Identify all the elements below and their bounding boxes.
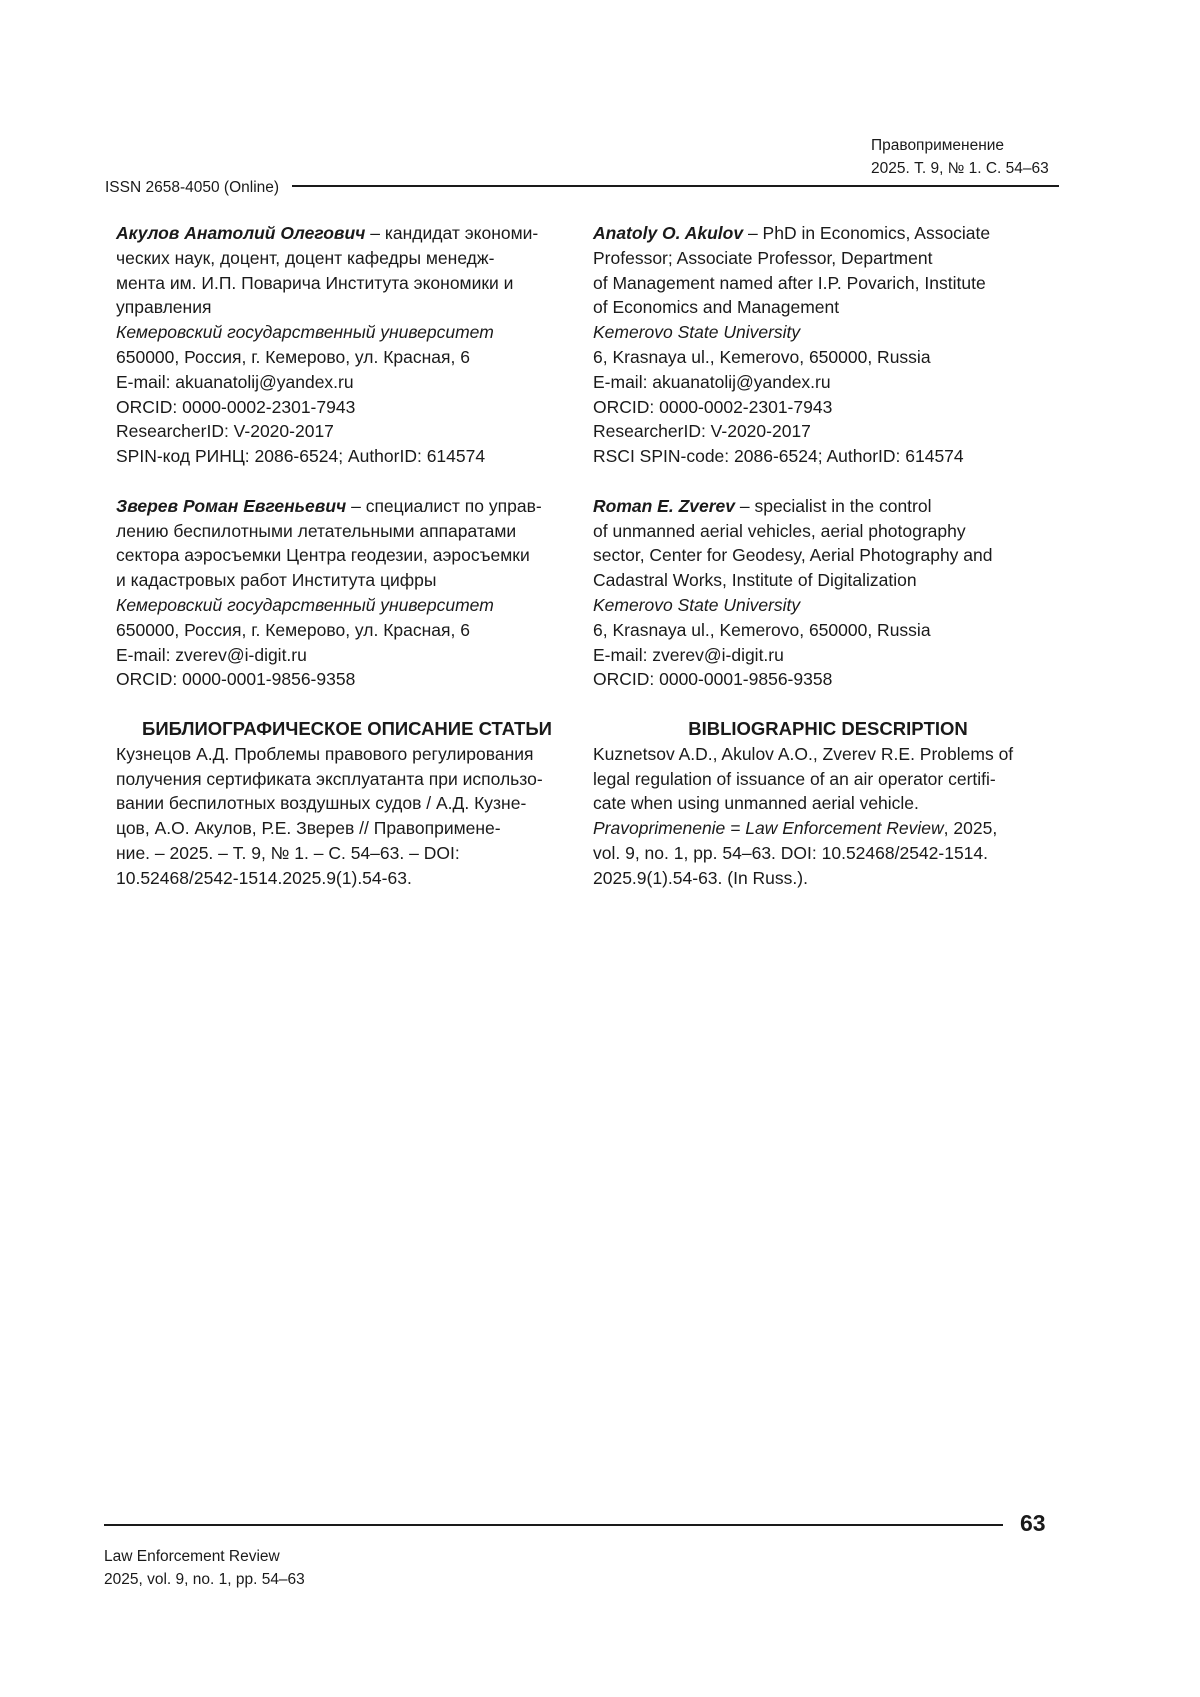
ru-author2-desc: Зверев Роман Евгеньевич – специалист по управ-	[116, 495, 542, 516]
footer-rule	[104, 1524, 1003, 1526]
en-author2-desc: Roman E. Zverev – specialist in the control	[593, 495, 932, 516]
ru-biblio-line: цов, А.О. Акулов, Р.Е. Зверев // Правопримене-	[116, 818, 501, 839]
ru-biblio-line: получения сертификата эксплуатанта при использо-	[116, 768, 543, 789]
header-rule	[292, 185, 1059, 187]
column-english	[593, 221, 1063, 891]
en-biblio-line: legal regulation of issuance of an air operator certifi-	[593, 768, 996, 789]
ru-author2-desc-line: и кадастровых работ Института цифры	[116, 570, 437, 591]
footer-journal-issue: 2025, vol. 9, no. 1, pp. 54–63	[104, 1571, 305, 1588]
ru-author1-orcid: ORCID: 0000-0002-2301-7943	[116, 396, 356, 417]
ru-biblio-line: ние. – 2025. – Т. 9, № 1. – С. 54–63. – DOI:	[116, 842, 460, 863]
en-author1-spin: RSCI SPIN-code: 2086-6524; AuthorID: 614574	[593, 446, 964, 467]
column-russian	[116, 221, 578, 891]
header-journal-issue: 2025. Т. 9, № 1. С. 54–63	[871, 160, 1049, 177]
en-biblio-line: cate when using unmanned aerial vehicle.	[593, 793, 919, 814]
ru-author1-email: E-mail: akuanatolij@yandex.ru	[116, 371, 354, 392]
en-author2-university: Kemerovo State University	[593, 594, 801, 615]
ru-author1-desc: Акулов Анатолий Олегович – кандидат экономи-	[116, 223, 539, 243]
en-author2-desc-line: of unmanned aerial vehicles, aerial photography	[593, 520, 966, 541]
en-author1-desc: Anatoly O. Akulov – PhD in Economics, Associate	[593, 223, 991, 243]
ru-author2-desc-line: лению беспилотными летательными аппаратами	[116, 520, 517, 541]
en-biblio-journal: Pravoprimenenie = Law Enforcement Review	[593, 818, 944, 839]
en-biblio-line: Kuznetsov A.D., Akulov A.O., Zverev R.E. Problems of	[593, 743, 1014, 764]
ru-biblio-line: Кузнецов А.Д. Проблемы правового регулирования	[116, 743, 534, 764]
en-author1-email: E-mail: akuanatolij@yandex.ru	[593, 371, 831, 392]
ru-author2-email: E-mail: zverev@i-digit.ru	[116, 644, 307, 665]
en-author2-email: E-mail: zverev@i-digit.ru	[593, 644, 784, 665]
ru-author1-university: Кемеровский государственный университет	[116, 322, 494, 343]
en-author1-orcid: ORCID: 0000-0002-2301-7943	[593, 396, 833, 417]
ru-author1-address: 650000, Россия, г. Кемерово, ул. Красная, 6	[116, 346, 470, 367]
ru-biblio-title: БИБЛИОГРАФИЧЕСКОЕ ОПИСАНИЕ СТАТЬИ	[142, 717, 552, 739]
en-author1-desc-line: of Management named after I.P. Povarich, Institute	[593, 272, 986, 293]
ru-author2-address: 650000, Россия, г. Кемерово, ул. Красная, 6	[116, 619, 470, 640]
header-journal-title: Правоприменение	[871, 137, 1005, 154]
en-author1-desc-line: Professor; Associate Professor, Department	[593, 247, 933, 268]
footer-journal-title: Law Enforcement Review	[104, 1548, 280, 1565]
ru-author1-researcherid: ResearcherID: V-2020-2017	[116, 421, 334, 442]
ru-author1-spin: SPIN-код РИНЦ: 2086-6524; AuthorID: 614574	[116, 446, 486, 467]
en-author2-desc-line: sector, Center for Geodesy, Aerial Photography and	[593, 545, 993, 566]
ru-biblio-line: 10.52468/2542-1514.2025.9(1).54-63.	[116, 867, 412, 888]
en-biblio-line: 2025.9(1).54-63. (In Russ.).	[593, 867, 808, 888]
ru-author2-university: Кемеровский государственный университет	[116, 594, 494, 615]
footer-journal	[104, 1545, 305, 1591]
page-number: 63	[1020, 1510, 1046, 1536]
en-author1-name: Anatoly O. Akulov	[593, 223, 744, 243]
en-author2-orcid: ORCID: 0000-0001-9856-9358	[593, 669, 833, 690]
header-journal	[871, 134, 1049, 180]
ru-author2-desc-line: сектора аэросъемки Центра геодезии, аэросъемки	[116, 545, 530, 566]
ru-author1-desc-line: управления	[116, 297, 212, 318]
en-author1-researcherid: ResearcherID: V-2020-2017	[593, 421, 811, 442]
en-author1-desc-line: of Economics and Management	[593, 297, 840, 318]
ru-author1-name: Акулов Анатолий Олегович	[116, 223, 366, 243]
ru-biblio-line: вании беспилотных воздушных судов / А.Д. Кузне-	[116, 793, 527, 814]
en-author2-name: Roman E. Zverev	[593, 495, 735, 516]
en-author1-address: 6, Krasnaya ul., Kemerovo, 650000, Russia	[593, 346, 931, 367]
en-biblio-line: vol. 9, no. 1, pp. 54–63. DOI: 10.52468/2542-1514.	[593, 842, 989, 863]
en-biblio-line: Pravoprimenenie = Law Enforcement Review, 2025,	[593, 818, 998, 839]
header-issn: ISSN 2658-4050 (Online)	[105, 179, 280, 196]
en-biblio-title: BIBLIOGRAPHIC DESCRIPTION	[688, 717, 968, 739]
en-author2-address: 6, Krasnaya ul., Kemerovo, 650000, Russia	[593, 619, 931, 640]
ru-author2-orcid: ORCID: 0000-0001-9856-9358	[116, 669, 356, 690]
ru-author2-name: Зверев Роман Евгеньевич	[116, 495, 347, 516]
en-author1-university: Kemerovo State University	[593, 322, 801, 343]
en-author2-desc-line: Cadastral Works, Institute of Digitalization	[593, 570, 917, 591]
ru-author1-desc-line: ческих наук, доцент, доцент кафедры менедж-	[116, 247, 495, 268]
ru-author1-desc-line: мента им. И.П. Поварича Института экономики и	[116, 272, 514, 293]
